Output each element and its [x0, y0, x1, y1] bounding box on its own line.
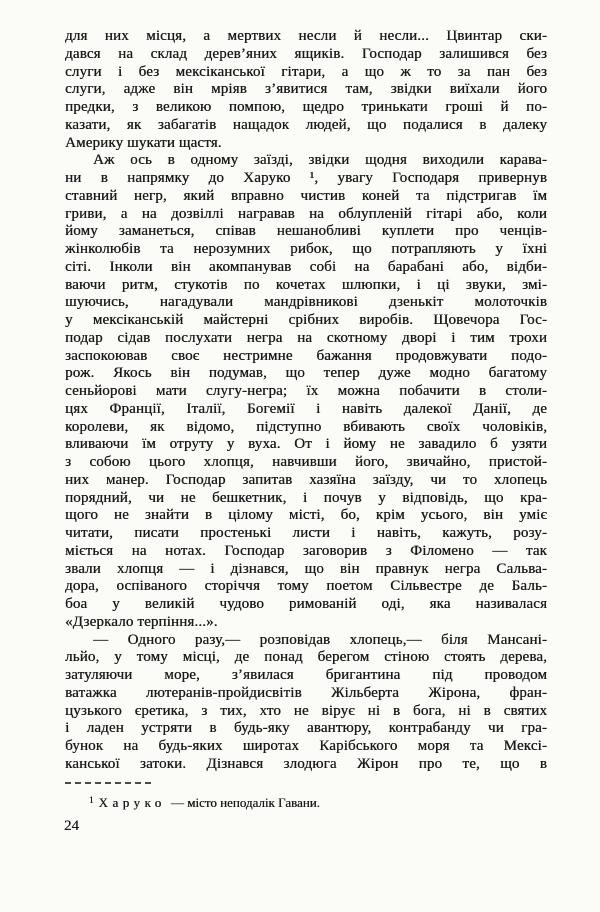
- text-line: дора, оспіваного сторіччя тому поетом Сільвестре де Баль-: [65, 578, 547, 595]
- page-number: 24: [64, 818, 79, 834]
- text-line: шуючись, нагадували мандрівникові дзенькіт молоточків: [65, 294, 547, 311]
- text-line: льйо, у тому місці, де понад берегом стіною стоять дерева,: [65, 649, 547, 666]
- text-line: вливаючи їм отруту у вуха. От і йому не завадило б узяти: [65, 436, 547, 453]
- text-line: казати, як забагатів нащадок людей, що подалися в далеку: [65, 116, 547, 133]
- text-line: боа у великій чудово римованій оді, яка називалася: [65, 596, 547, 612]
- text-line: них манер. Господар запитав хазяїна заїзду, чи то хлопець: [65, 471, 547, 488]
- paragraph: [65, 632, 547, 774]
- text-line: затуляючи море, з’явилася бригантина під проводом: [65, 667, 547, 683]
- paragraph: [65, 28, 547, 152]
- footnote: [65, 792, 547, 811]
- text-line: предки, з великою помпою, щедро тринькати гроші й по-: [65, 99, 547, 115]
- text-line: і ладен устряти в будь-яку авантюру, контрабанду чи гра-: [65, 720, 547, 737]
- text-line: жінколюбів та нерозумних рибок, що потрапляють у їхні: [65, 241, 547, 257]
- text-line: для них місця, а мертвих несли й несли... Цвинтар ски-: [65, 28, 547, 44]
- text-line: сіті. Інколи він акомпанував собі на барабані або, відби-: [65, 258, 547, 275]
- text-line: міється на нотах. Господар заговорив з Філомено — так: [65, 542, 547, 559]
- text-line: цях Франції, Італії, Богемії і навіть далекої Данії, де: [65, 400, 547, 417]
- text-line: слуги і без мексіканської гітари, а що ж то за пан без: [65, 63, 547, 80]
- paragraph: [65, 152, 547, 631]
- text-line: порядний, чи не бешкетник, і почув у відповідь, що кра-: [65, 489, 547, 506]
- text-line: цузького єретика, з тих, хто не вірує ні в бога, ні в святих: [65, 702, 547, 719]
- footnote-text: — місто неподалік Гавани.: [170, 795, 320, 810]
- text-line: «Дзеркало терпіння...».: [65, 613, 218, 630]
- footnote-term: Харуко: [98, 795, 166, 810]
- footnote-divider: [65, 782, 151, 784]
- text-line: сеньйорові мати слугу-негра; їх можна побачити в столи-: [65, 383, 547, 399]
- text-line: ставний негр, який вправно чистив коней та підстригав їм: [65, 187, 547, 204]
- text-line: ваючи ритм, стукотів по кочетах шлюпки, і ці звуки, змі-: [65, 276, 547, 293]
- text-line: — Одного разу,— розповідав хлопець,— біля Мансані-: [93, 631, 547, 648]
- text-line: з собою цього хлопця, навчивши його, звичайно, пристой-: [65, 454, 547, 470]
- text-line: рож. Якось він подумав, що тепер дуже модно багатому: [65, 365, 547, 382]
- text-line: Аж ось в одному заїзді, звідки щодня виходили карава-: [93, 152, 547, 169]
- text-line: слуги, адже він мріяв з’явитися там, звідки виїхали його: [65, 81, 547, 98]
- text-line: дався на склад дерев’яних ящиків. Господар залишився без: [65, 45, 547, 62]
- text-line: бунок на будь-яких широтах Карібського моря та Мексі-: [65, 738, 547, 754]
- text-line: ватажка лютеранів-пройдисвітів Жільберта Жірона, фран-: [65, 684, 547, 701]
- text-line: щого не знайти в цілому місті, бо, крім усього, він уміє: [65, 507, 547, 524]
- text-line: подар сідав послухати негра на скотному дворі і тим трохи: [65, 329, 547, 346]
- page-body: [65, 28, 547, 774]
- text-line: читати, писати простенькі листи і навіть, кажуть, розу-: [65, 525, 547, 541]
- text-line: королеви, як відомо, підступно вбивають своїх чоловіків,: [65, 418, 547, 435]
- footnote-marker: 1: [89, 795, 94, 805]
- text-line: йому заманеться, співав нешанобливі куплети про ченців-: [65, 223, 547, 240]
- text-line: канської затоки. Дізнався злодюга Жірон про те, що в: [65, 755, 547, 772]
- text-line: у мексіканській майстерні срібних виробів. Щовечора Гос-: [65, 312, 547, 328]
- text-line: гриви, а на дозвіллі награвав на облупленій гітарі або, коли: [65, 205, 547, 222]
- text-line: Америку шукати щастя.: [65, 134, 222, 151]
- text-line: звали хлопця — і дізнався, що він правнук негра Сальва-: [65, 560, 547, 577]
- text-line: заспокоював своє нестримне бажання продовжувати подо-: [65, 347, 547, 364]
- text-line: ни в напрямку до Харуко ¹, увагу Господаря привернув: [65, 170, 547, 186]
